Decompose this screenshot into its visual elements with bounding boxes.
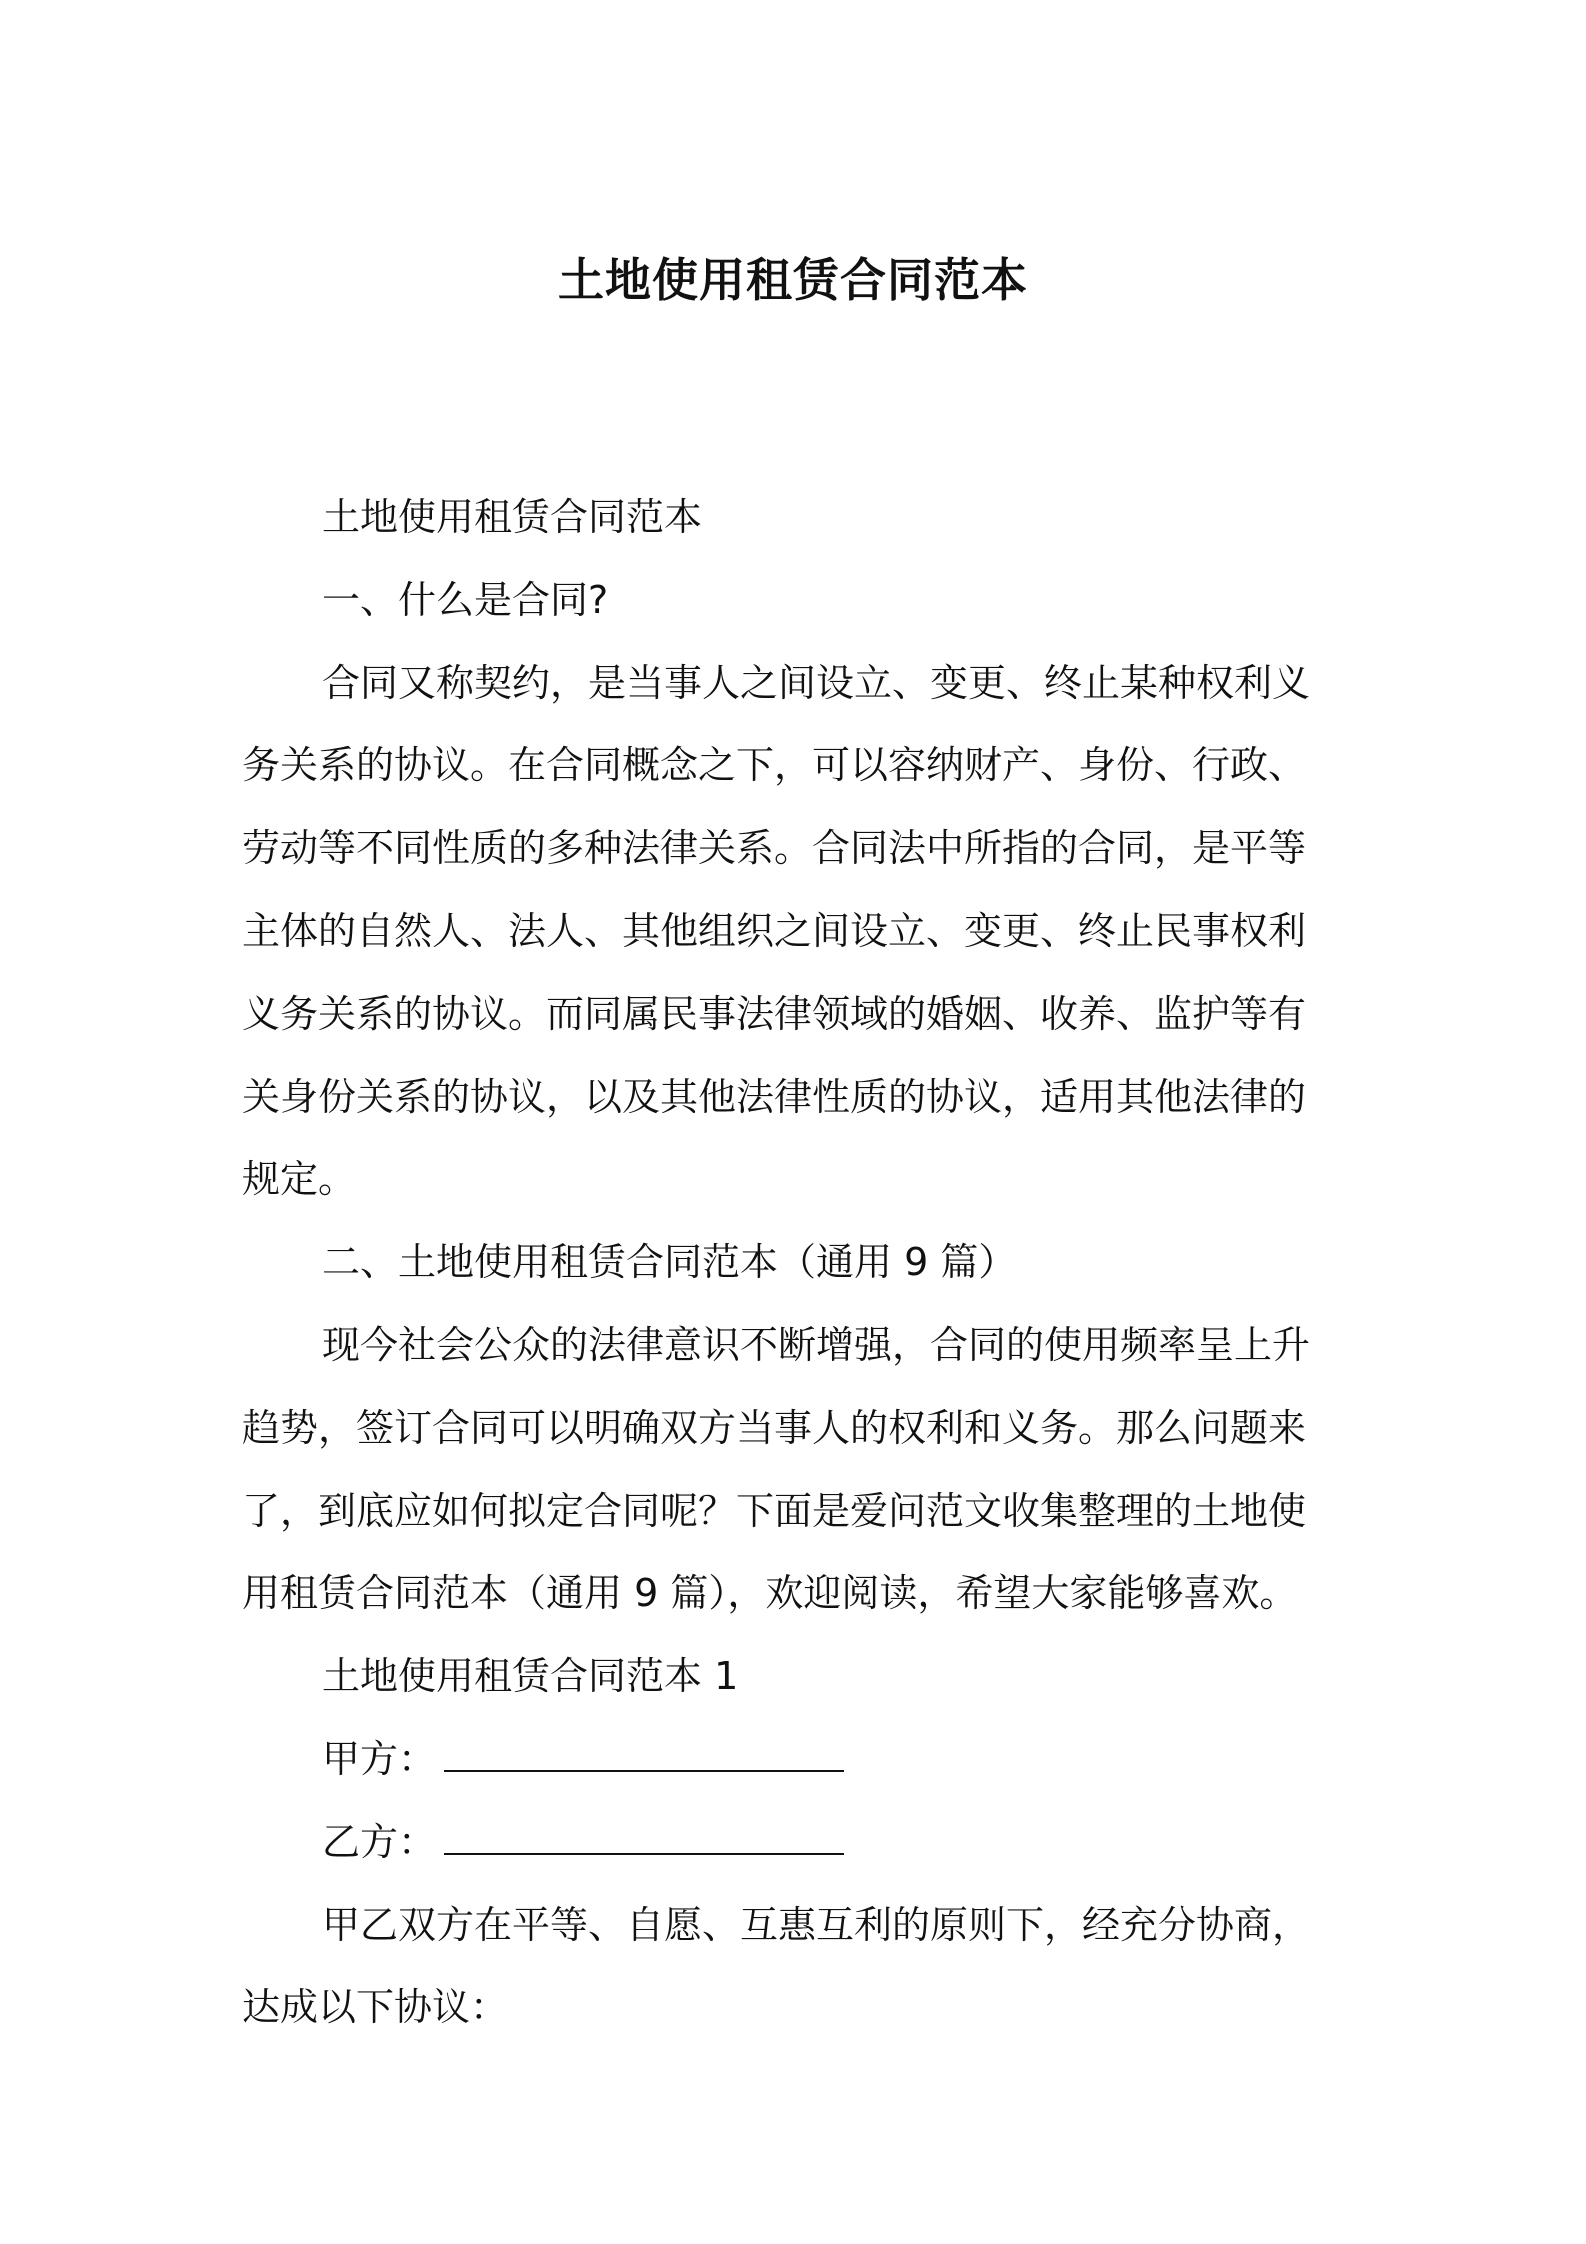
paragraph-line: 主体的自然人、法人、其他组织之间设立、变更、终止民事权利 — [242, 908, 1307, 953]
sample-title — [242, 1635, 1352, 1718]
paragraph-line: 趋势，签订合同可以明确双方当事人的权利和义务。那么问题来 — [242, 1405, 1307, 1450]
document-body — [242, 476, 1352, 2049]
party-b-blank — [444, 1825, 844, 1855]
heading-sample-contracts — [242, 1221, 1352, 1304]
paragraph-line: 达成以下协议： — [242, 1985, 509, 2030]
paragraph-line: 合同又称契约，是当事人之间设立、变更、终止某种权利义 — [322, 660, 1311, 705]
paragraph-line: 劳动等不同性质的多种法律关系。合同法中所指的合同，是平等 — [242, 826, 1307, 871]
subtitle — [242, 476, 1352, 559]
party-b-label: 乙方： — [322, 1819, 437, 1864]
party-a-blank — [444, 1742, 844, 1772]
paragraph-line: 规定。 — [242, 1157, 357, 1202]
subtitle-text: 土地使用租赁合同范本 — [322, 495, 703, 539]
paragraph-line: 义务关系的协议。而同属民事法律领域的婚姻、收养、监护等有 — [242, 991, 1307, 1036]
sample-title-text: 土地使用租赁合同范本 1 — [322, 1654, 739, 1699]
paragraph-line: 甲乙双方在平等、自愿、互惠互利的原则下，经充分协商， — [322, 1902, 1311, 1947]
paragraph-line: 了，到底应如何拟定合同呢？下面是爱问范文收集整理的土地使 — [242, 1488, 1307, 1533]
document-title: 土地使用租赁合同范本 — [558, 253, 1028, 307]
paragraph-line: 关身份关系的协议，以及其他法律性质的协议，适用其他法律的 — [242, 1074, 1307, 1119]
paragraph-line: 现今社会公众的法律意识不断增强，合同的使用频率呈上升 — [322, 1322, 1311, 1367]
party-a-label: 甲方： — [322, 1736, 437, 1781]
heading-2-text: 二、土地使用租赁合同范本（通用 9 篇） — [322, 1240, 1017, 1285]
paragraph-contract-definition — [242, 642, 1352, 1222]
heading-what-is-contract — [242, 559, 1352, 642]
paragraph-line: 用租赁合同范本（通用 9 篇），欢迎阅读，希望大家能够喜欢。 — [242, 1571, 1298, 1616]
party-b-line — [242, 1801, 1352, 1884]
paragraph-agreement — [242, 1884, 1352, 2050]
party-a-line — [242, 1718, 1352, 1801]
paragraph-introduction — [242, 1304, 1352, 1635]
heading-1-text: 一、什么是合同? — [322, 577, 609, 622]
paragraph-line: 务关系的协议。在合同概念之下，可以容纳财产、身份、行政、 — [242, 743, 1307, 788]
